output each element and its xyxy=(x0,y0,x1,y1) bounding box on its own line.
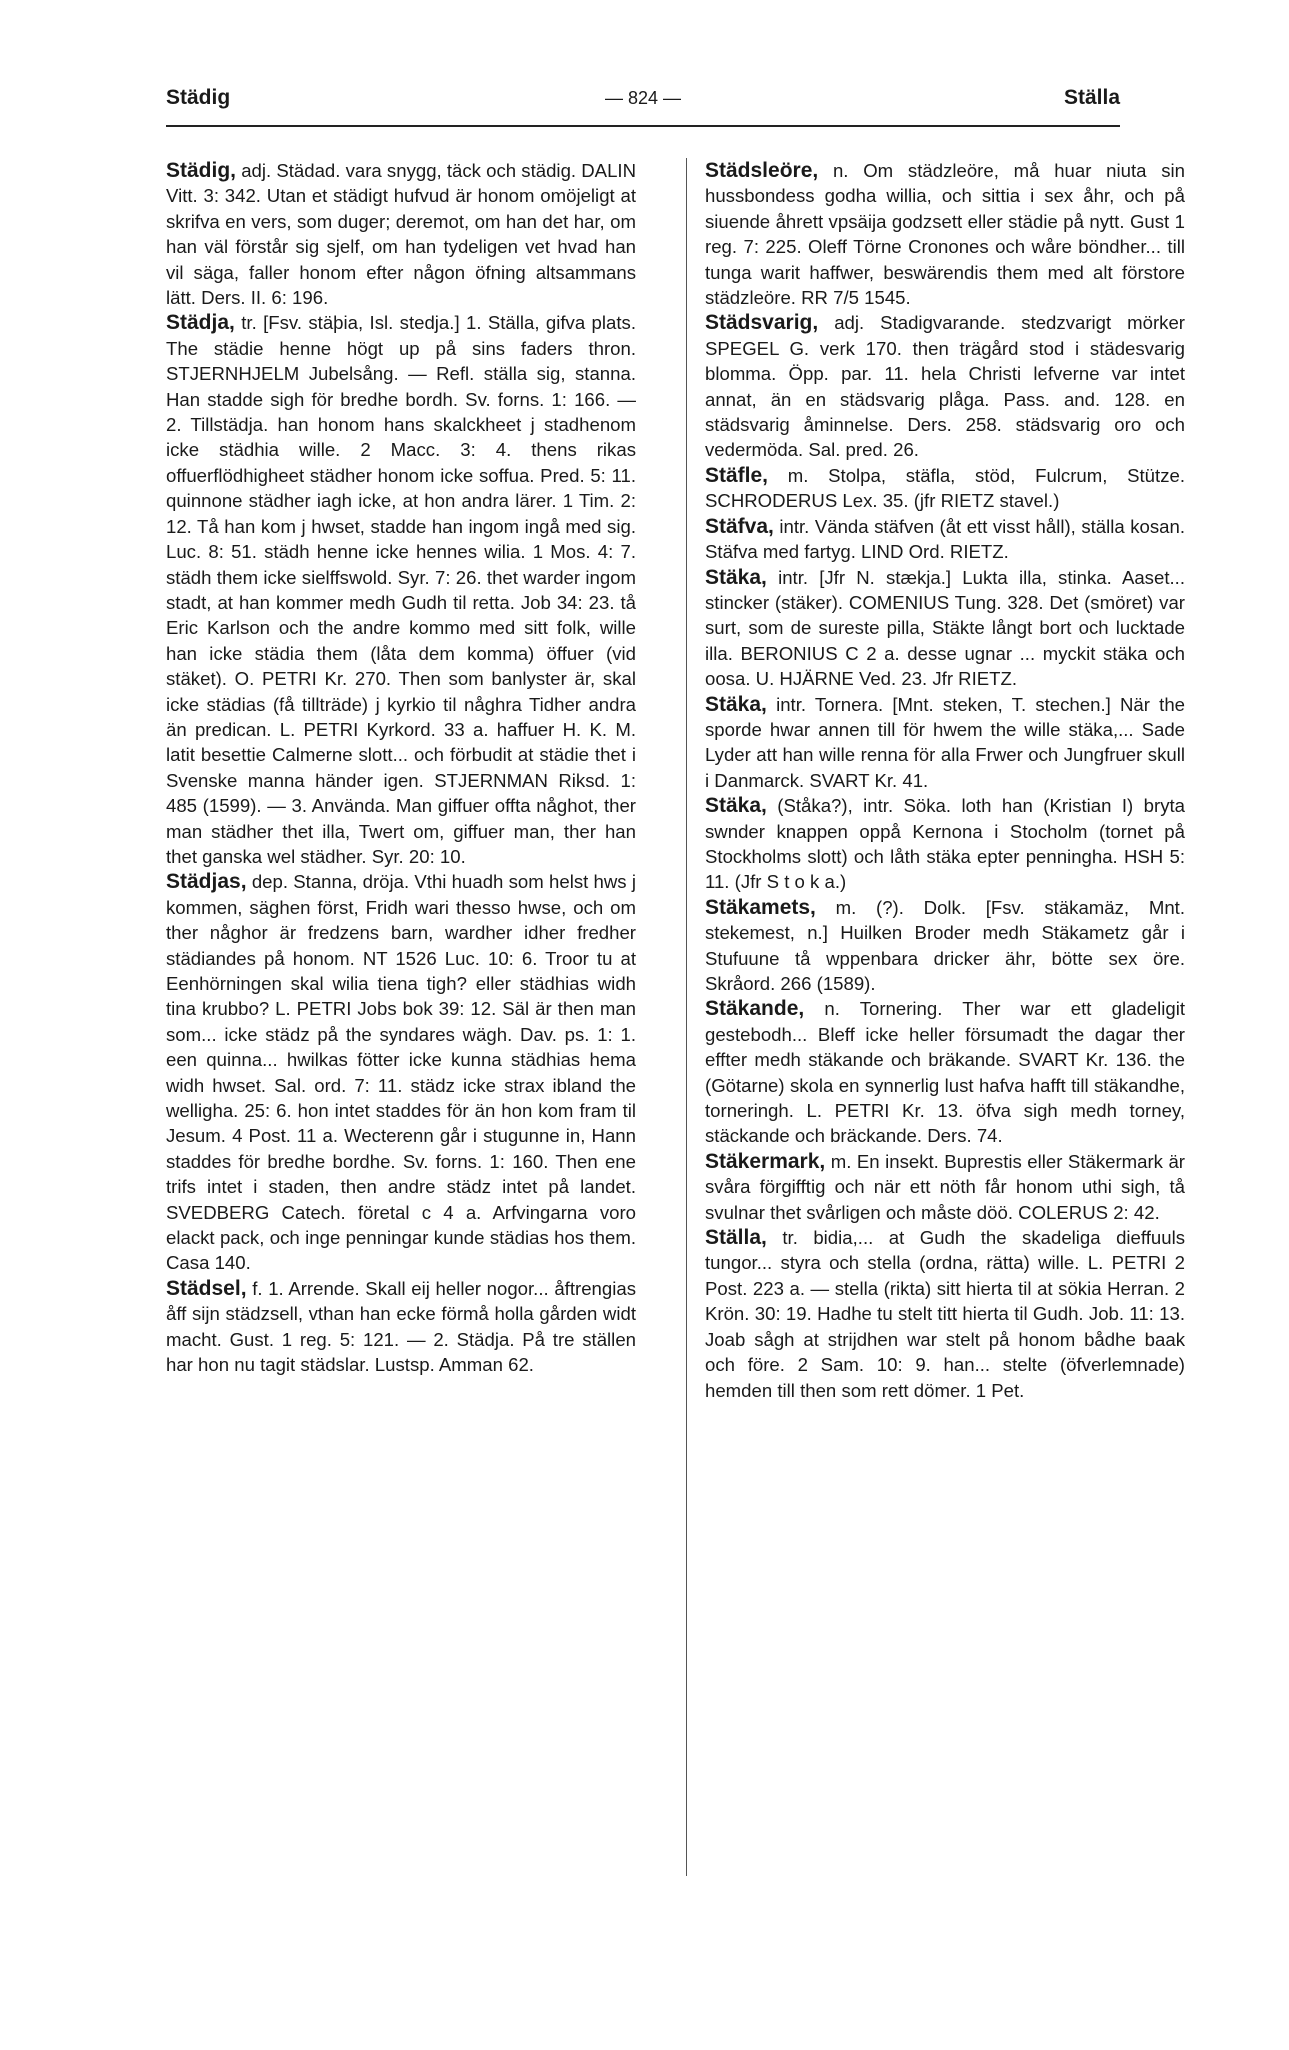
dictionary-entry xyxy=(166,310,636,869)
entry-definition: n. Om städzleöre, må huar niuta sin hussbondess godha willia, och sittia i sex åhr, och på siuende åhrett vpsäija godzsett eller städie på nytt. Gust 1 reg. 7: 225. Oleff Törne Cronones och wåre böndher... till tunga warit haffwer, beswärendis them med alt förstore städzleöre. RR 7/5 1545. xyxy=(705,160,1185,309)
entry-headword: Stäka, xyxy=(705,565,767,589)
entry-definition: f. 1. Arrende. Skall eij heller nogor... åftrengias åff sijn städzsell, vthan han ecke förmå holla gården widt macht. Gust. 1 reg. 5: 121. — 2. Städja. På tre ställen har hon nu tagit städslar. Lustsp. Amman 62. xyxy=(166,1277,636,1376)
header-rule xyxy=(166,125,1120,127)
dictionary-entry xyxy=(166,158,636,310)
entry-headword: Städig, xyxy=(166,159,237,182)
entry-headword: Städjas, xyxy=(166,870,247,894)
dictionary-entry xyxy=(705,895,1185,997)
header-last-word: Ställa xyxy=(1063,86,1120,109)
dictionary-entry xyxy=(705,996,1185,1148)
entry-headword: Ställa, xyxy=(705,1226,767,1250)
dictionary-entry xyxy=(705,158,1185,310)
entry-headword: Stäkermark, xyxy=(705,1149,826,1173)
entry-headword: Stäfle, xyxy=(705,463,769,487)
left-column xyxy=(166,158,636,1888)
dictionary-entry xyxy=(705,1149,1185,1225)
dictionary-entry xyxy=(166,1276,636,1378)
entry-definition: m. (?). Dolk. [Fsv. stäkamäz, Mnt. stekemest, n.] Huilken Broder medh Stäkametz går i Stufuune tå wppenbara dricker ähr, bötte sex öre. Skråord. 266 (1589). xyxy=(705,896,1185,994)
entry-definition: (Ståka?), intr. Söka. loth han (Kristian I) bryta swnder knappen oppå Kernona i Stocholm (tornet på Stockholms slott) och låth stäka epter penningha. HSH 5: 11. (Jfr S t o k a.) xyxy=(705,795,1185,893)
entry-definition: intr. Tornera. [Mnt. steken, T. stechen.] När the sporde hwar annen till för hwem the wille stäka,... Sade Lyder att han wille renna för alla Frwer och Jungfruer skull i Danmarck. SVART Kr. 41. xyxy=(705,693,1185,791)
entry-headword: Stäka, xyxy=(705,692,767,716)
entry-headword: Stäfva, xyxy=(705,514,774,538)
entry-definition: m. En insekt. Buprestis eller Stäkermark är svåra förgifftig och när ett nöth får honom uthi sigh, tå svulnar thet svårligen och måste döö. COLERUS 2: 42. xyxy=(705,1150,1185,1223)
entry-definition: tr. bidia,... at Gudh the skadeliga dieffuuls tungor... styra och stella (ordna, rätta) wille. L. PETRI 2 Post. 223 a. — stella (rikta) sitt hierta til at sökia Herran. 2 Krön. 30: 19. Hadhe tu stelt titt hierta til Gudh. Job. 11: 13. Joab sågh at strijdhen war stelt på honom bådhe baak och före. 2 Sam. 10: 9. han... stelte (öfverlemnade) hemden till then som rett dömer. 1 Pet. xyxy=(705,1227,1185,1401)
entry-headword: Städsleöre, xyxy=(705,159,819,182)
dictionary-entry xyxy=(705,1225,1185,1403)
right-column xyxy=(705,158,1185,1888)
dictionary-entry xyxy=(166,869,636,1276)
header-first-word: Städig xyxy=(166,86,231,109)
entry-definition: n. Tornering. Ther war ett gladeligit gestebodh... Bleff icke heller försumadt the dagar ther effter medh stäkande och bräkande. SVART Kr. 136. the (Götarne) skola en synnerlig lust hafva hafft till stäkandhe, torneringh. L. PETRI Kr. 13. öfva sigh medh torney, stäckande och bräckande. Ders. 74. xyxy=(705,998,1185,1147)
entry-headword: Städja, xyxy=(166,311,235,335)
entry-headword: Städsvarig, xyxy=(705,311,819,335)
entry-definition: intr. [Jfr N. stækja.] Lukta illa, stinka. Aaset... stincker (stäker). COMENIUS Tung. 328. Det (smöret) var surt, som de sureste pilla, Stäkte långt bort och lucktade illa. BERONIUS C 2 a. desse ugnar ... myckit stäka och oosa. U. HJÄRNE Ved. 23. Jfr RIETZ. xyxy=(705,566,1185,690)
dictionary-entry xyxy=(705,514,1185,565)
entry-headword: Stäka, xyxy=(705,794,767,818)
dictionary-entry xyxy=(705,793,1185,895)
dictionary-entry xyxy=(705,565,1185,692)
dictionary-entry xyxy=(705,692,1185,794)
entry-headword: Städsel, xyxy=(166,1276,247,1300)
entry-definition: intr. Vända stäfven (åt ett visst håll), ställa kosan. Stäfva med fartyg. LIND Ord. RIETZ. xyxy=(705,515,1185,563)
dictionary-entry xyxy=(705,463,1185,514)
page-number: — 824 — xyxy=(604,88,682,108)
entry-definition: m. Stolpa, stäfla, stöd, Fulcrum, Stütze. SCHRODERUS Lex. 35. (jfr RIETZ stavel.) xyxy=(705,464,1185,512)
entry-headword: Stäkamets, xyxy=(705,895,816,919)
entry-definition: dep. Stanna, dröja. Vthi huadh som helst hws j kommen, säghen först, Fridh wari thesso hwse, och om ther någhor är fredzens barn, wardher idher fredher städiandes på honom. NT 1526 Luc. 10: 6. Troor tu at Eenhörningen skal wilia tiena tigh? eller städhias widh tina krubbo? L. PETRI Jobs bok 39: 12. Säl är then man som... icke städz på the syndares wägh. Dav. ps. 1: 1. een quinna... hwilkas fötter icke kunna städhias hema widh hwset. Sal. ord. 7: 11. städz icke strax ibland the welligha. 25: 6. hon intet staddes för än hon kom fram til Jesum. 4 Post. 11 a. Wecterenn går i stugunne in, Hann staddes för bredhe bordhe. Sv. forns. 1: 160. Then ene trifs intet i staden, then andre städz intet på landet. SVEDBERG Catech. företal c 4 a. Arfvingarna voro elackt pack, och inge penningar kunde städias hos them. Casa 140. xyxy=(166,871,636,1274)
entry-headword: Stäkande, xyxy=(705,997,805,1021)
entry-definition: adj. Stadigvarande. stedzvarigt mörker SPEGEL G. verk 170. then trägård stod i städesvarig blomma. Öpp. par. 11. hela Christi lefverne var intet annat, än en städsvarig plåga. Pass. and. 128. en städsvarig åminnelse. Ders. 258. städsvarig oro och vedermöda. Sal. pred. 26. xyxy=(705,312,1185,461)
column-divider xyxy=(686,158,687,1876)
page-header xyxy=(166,86,1120,126)
dictionary-entry xyxy=(705,310,1185,462)
entry-definition: tr. [Fsv. stäþia, Isl. stedja.] 1. Ställa, gifva plats. The städie henne högt up på sins faders thron. STJERNHJELM Jubelsång. — Refl. ställa sig, stanna. Han stadde sigh för bredhe bordh. Sv. forns. 1: 166. — 2. Tillstädja. han honom hans skalckheet j stadhenom icke städhia wille. 2 Macc. 3: 4. thens rikas offuerflödhigheet städher honom icke soffua. Pred. 5: 11. quinnone städher iagh icke, at hon andra lärer. 1 Tim. 2: 12. Tå han kom j hwset, stadde han ingom ingå med sig. Luc. 8: 51. städh henne icke hennes wilia. 1 Mos. 4: 7. städh them icke sielffswold. Syr. 7: 26. thet warder ingom stadt, at han kommer medh Gudh til retta. Job 34: 23. tå Eric Karlson och the andre kommo med sitt folk, wille han icke städia them (låta dem komma) öffuer (vid stäket). O. PETRI Kr. 270. Then som banlyster är, skal icke städias (få tillträde) j kyrkio til någhra Tidher andra än predican. L. PETRI Kyrkord. 33 a. haffuer H. K. M. latit besettie Calmerne slott... och förbudit at städie thet i Svenske manna händer igen. STJERNMAN Riksd. 1: 485 (1599). — 3. Använda. Man giffuer offta någhot, ther man städher thet illa, Twert om, giffuer man, ther han thet ganska wel städher. Syr. 20: 10. xyxy=(166,312,636,867)
entry-definition: adj. Städad. vara snygg, täck och städig. DALIN Vitt. 3: 342. Utan et städigt hufvud är honom omöjeligt at skrifva en vers, som duger; deremot, om han det har, om han väl förstår sig sjelf, om han tydeligen vet hvad han vil säga, faller honom efter någon öfning altsammans lätt. Ders. II. 6: 196. xyxy=(166,160,636,309)
